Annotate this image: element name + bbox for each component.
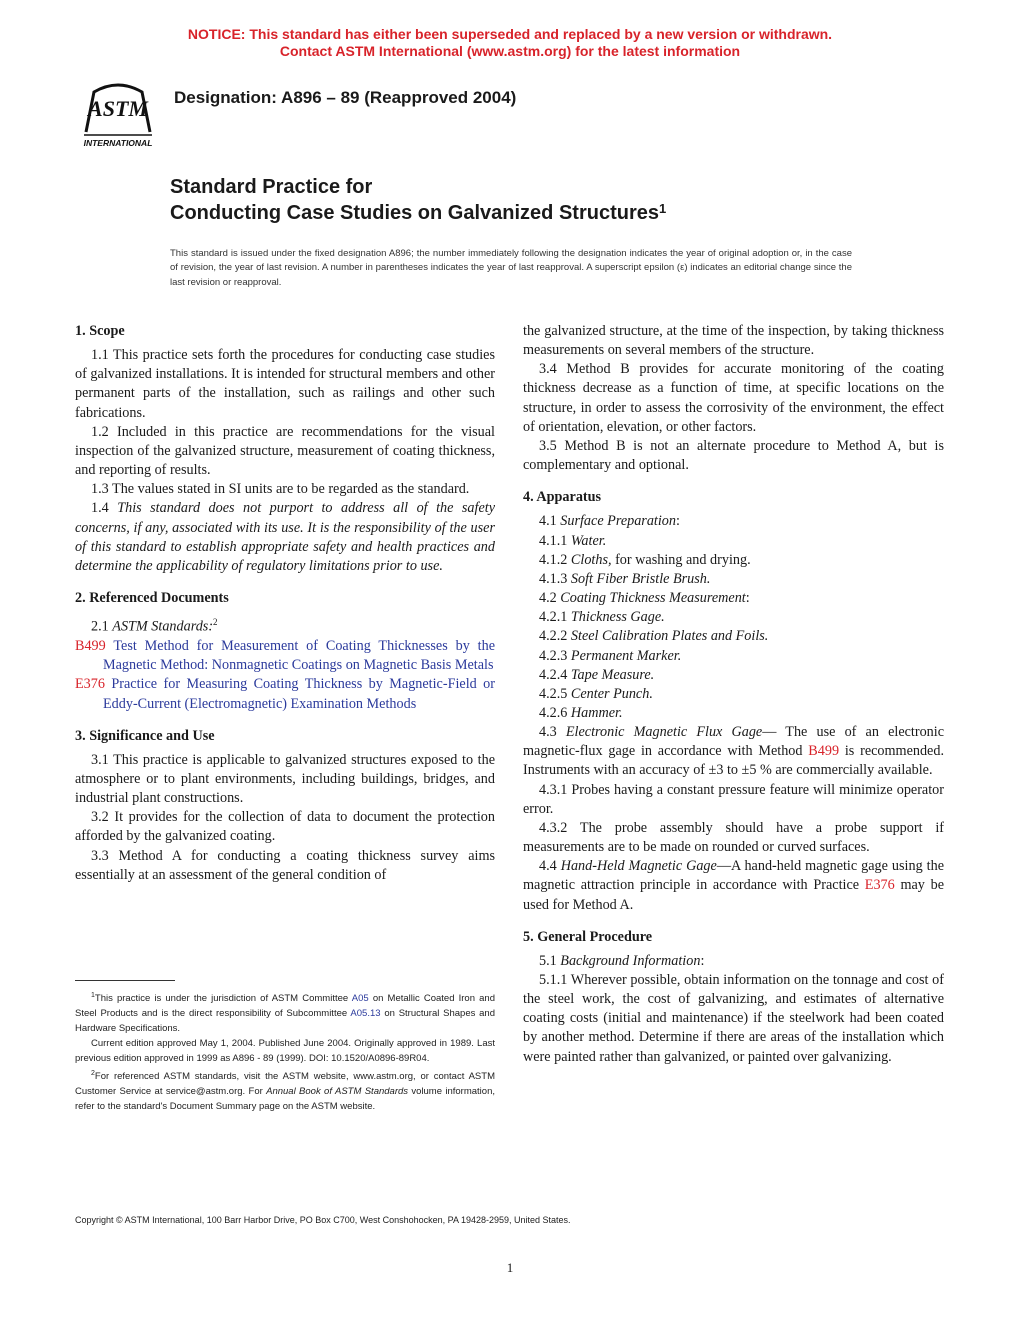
ref-b499: B499 Test Method for Measurement of Coating Thicknesses by the Magnetic Method: Nonmagnetic Coatings on Magnetic Basis Metals	[75, 638, 495, 674]
para-3-1: 3.1 This practice is applicable to galvanized structures exposed to the atmosphere or to plant environments, including buildings, bridges, and industrial plant constructions.	[75, 751, 495, 807]
right-column	[523, 322, 944, 1067]
item-4-2-3: 4.2.3 Permanent Marker.	[539, 647, 682, 664]
item-4-1-1: 4.1.1 Water.	[539, 532, 607, 549]
withdrawal-notice	[0, 26, 1020, 60]
ref-b499-link[interactable]: B499	[75, 638, 106, 655]
ref-e376-inline-link[interactable]: E376	[864, 877, 895, 894]
para-3-3-continued: the galvanized structure, at the time of the inspection, by taking thickness measurements on several members of the structure.	[523, 323, 944, 359]
para-1-2: 1.2 Included in this practice are recommendations for the visual inspection of the galvanized structure, measurement of coating thickness, and reporting of results.	[75, 423, 495, 479]
item-4-4: 4.4 Hand-Held Magnetic Gage—A hand-held magnetic gage using the magnetic attraction principle in accordance with Practice E376 may be used for Method A.	[523, 858, 944, 913]
notice-line-2: Contact ASTM International (www.astm.org) for the latest information	[279, 43, 741, 59]
committee-a05-link[interactable]: A05	[351, 993, 369, 1005]
section-1-heading: 1. Scope	[75, 323, 125, 339]
item-4-2-5: 4.2.5 Center Punch.	[539, 685, 653, 702]
title-line-2: Conducting Case Studies on Galvanized Structures$^1$	[170, 201, 667, 224]
item-4-2-2: 4.2.2 Steel Calibration Plates and Foils.	[539, 628, 769, 645]
copyright: Copyright © ASTM International, 100 Barr Harbor Drive, PO Box C700, West Conshohocken, PA 19428-2959, United States.	[75, 1215, 571, 1225]
item-5-1: 5.1 Background Information:	[539, 952, 705, 969]
para-1-1: 1.1 This practice sets forth the procedures for conducting case studies of galvanized installations. It is intended for structural members and other permanent parts of the installation, such as railings and other such fabrications.	[75, 347, 495, 421]
item-4-3-1: 4.3.1 Probes having a constant pressure feature will minimize operator error.	[523, 781, 944, 817]
designation: Designation: A896 – 89 (Reapproved 2004)	[174, 88, 517, 107]
footnote-1-edition: Current edition approved May 1, 2004. Published June 2004. Originally approved in 1989. Last previous edition approved in 1999 as A896 - 89 (1999). DOI: 10.1520/A0896-89R04.	[75, 1038, 495, 1065]
section-4-heading: 4. Apparatus	[523, 489, 602, 506]
footnote-2: $^2$For referenced ASTM standards, visit the ASTM website, www.astm.org, or contact ASTM Customer Service at service@astm.org. For Annual Book of ASTM Standards volume information, refer to the standard's Document Summary page on the ASTM website.	[75, 1070, 495, 1113]
item-4-3-2: 4.3.2 The probe assembly should have a probe support if measurements are to be made on rounded or curved surfaces.	[523, 819, 944, 856]
footnotes	[75, 988, 495, 1114]
subcommittee-a0513-link[interactable]: A05.13	[350, 1008, 381, 1020]
document-title	[170, 174, 930, 226]
item-4-2-6: 4.2.6 Hammer.	[539, 704, 623, 721]
item-4-3: 4.3 Electronic Magnetic Flux Gage— The use of an electronic magnetic-flux gage in accordance with Method B499 is recommended. Instruments with an accuracy of ±3 to ±5 % are commercially available.	[523, 724, 945, 779]
item-4-2-4: 4.2.4 Tape Measure.	[539, 666, 655, 683]
astm-international-logo-icon	[76, 80, 160, 150]
notice-line-1: NOTICE: This standard has either been superseded and replaced by a new version or withdrawn.	[187, 26, 833, 42]
item-4-1-2: 4.1.2 Cloths, for washing and drying.	[539, 551, 751, 568]
item-4-2-1: 4.2.1 Thickness Gage.	[539, 609, 665, 626]
ref-b499-inline-link[interactable]: B499	[808, 743, 840, 760]
para-1-4: 1.4 This standard does not purport to address all of the safety concerns, if any, associated with its use. It is the responsibility of the user of this standard to establish appropriate safety and health practices and determine the applicability of regulatory limitations prior to use.	[75, 500, 495, 574]
para-3-5: 3.5 Method B is not an alternate procedure to Method A, but is complementary and optional.	[523, 437, 944, 474]
para-3-3: 3.3 Method A for conducting a coating thickness survey aims essentially at an assessment of the general condition of	[75, 847, 495, 883]
item-4-1-3: 4.1.3 Soft Fiber Bristle Brush.	[539, 570, 711, 587]
issuance-note: This standard is issued under the fixed designation A896; the number immediately following the designation indicates the year of original adoption or, in the case of revision, the year of last revision. A number in parentheses indicates the year of last reapproval. A superscript epsilon (ε) indicates an editorial change since the last revision or reapproval.	[170, 248, 852, 288]
footnote-1: $^1$This practice is under the jurisdiction of ASTM Committee A05 on Metallic Coated Iron and Steel Products and is the direct responsibility of Subcommittee A05.13 on Structural Shapes and Hardware Specifications.	[75, 992, 495, 1035]
section-5-heading: 5. General Procedure	[523, 928, 653, 945]
item-4-2: 4.2 Coating Thickness Measurement:	[539, 590, 750, 607]
ref-e376: E376 Practice for Measuring Coating Thickness by Magnetic-Field or Eddy-Current (Electromagnetic) Examination Methods	[75, 676, 495, 712]
title-footnote-mark: 1	[658, 201, 667, 216]
para-2-1: 2.1 ASTM Standards:$^2$	[91, 617, 218, 635]
logo-caption: INTERNATIONAL	[83, 138, 153, 148]
footnote-divider	[75, 980, 175, 981]
ref-e376-link[interactable]: E376	[75, 676, 105, 693]
page-number: 1	[506, 1260, 514, 1275]
section-2-heading: 2. Referenced Documents	[75, 590, 229, 607]
item-4-1: 4.1 Surface Preparation:	[539, 513, 680, 530]
title-line-1: Standard Practice for	[170, 176, 373, 198]
svg-text:ASTM: ASTM	[88, 96, 148, 121]
item-5-1-1: 5.1.1 Wherever possible, obtain information on the tonnage and cost of the steel work, the cost of galvanizing, and estimates of alternative coating costs (initial and maintenance) if the steelwork had been coated by another method. Determine if there are areas of the installation which were painted rather than galvanized, or painted over galvanizing.	[523, 972, 944, 1065]
para-3-2: 3.2 It provides for the collection of data to document the protection afforded by the galvanized coating.	[75, 809, 495, 845]
para-3-4: 3.4 Method B provides for accurate monitoring of the coating thickness decrease as a function of time, at specific locations on the structure, in order to assess the corrosivity of the environment, the effect of orientation, elevation, or other factors.	[523, 361, 944, 435]
section-3-heading: 3. Significance and Use	[75, 727, 215, 744]
para-1-3: 1.3 The values stated in SI units are to be regarded as the standard.	[91, 481, 470, 498]
left-column	[75, 322, 495, 885]
